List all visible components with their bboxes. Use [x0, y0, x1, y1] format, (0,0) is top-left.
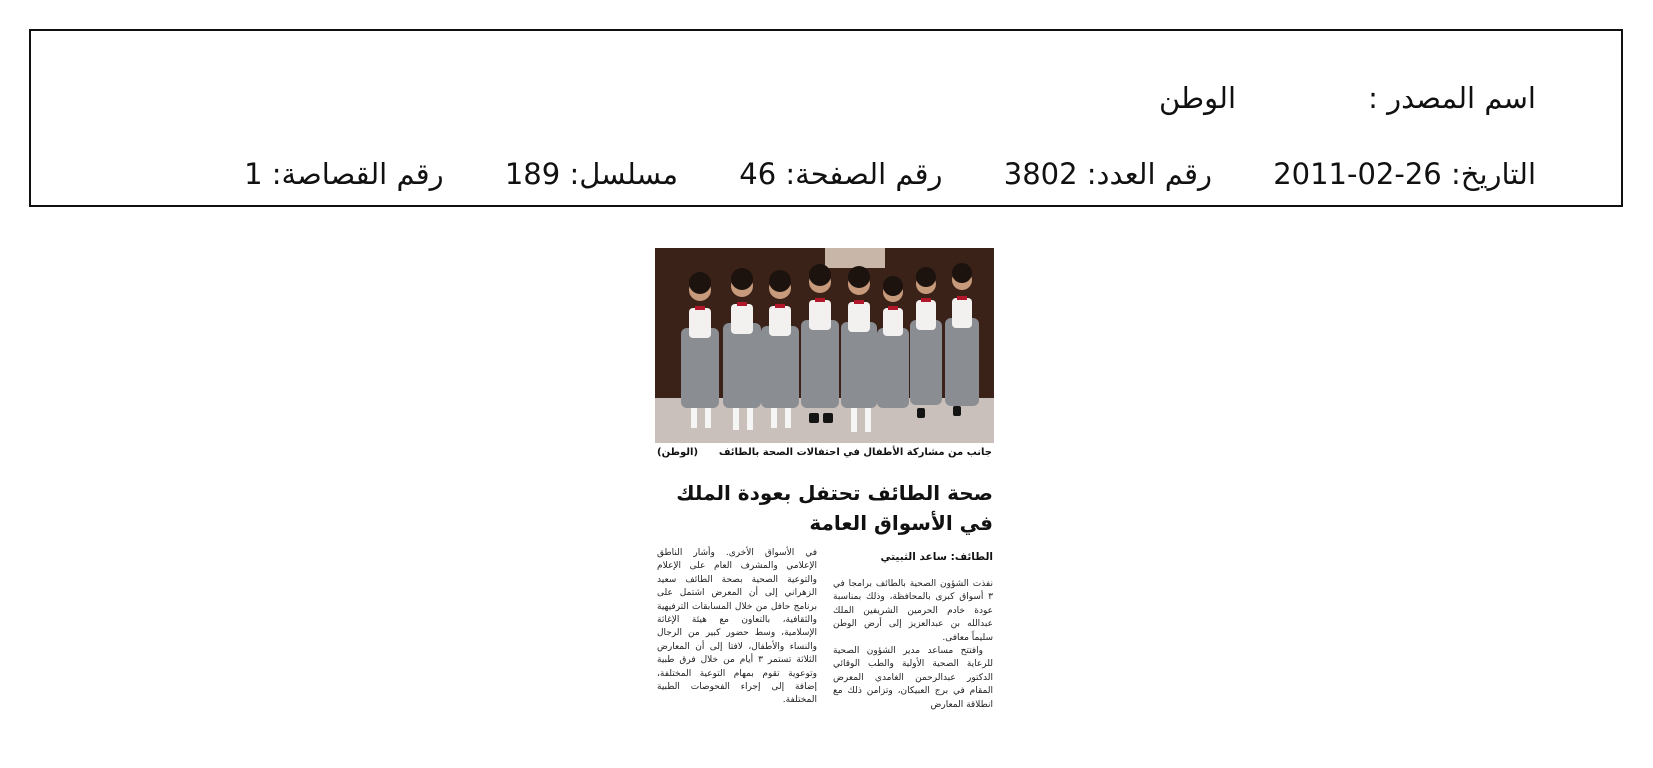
date-field — [1264, 157, 1536, 191]
headline-line-1: صحة الطائف تحتفل بعودة الملك — [676, 481, 993, 505]
article-headline — [658, 478, 993, 538]
clip-field — [244, 157, 444, 191]
headline-line-2: في الأسواق العامة — [809, 511, 993, 535]
article-photo — [655, 248, 994, 443]
clipping-header-box — [29, 29, 1623, 207]
page-field — [730, 157, 942, 191]
article-byline: الطائف: ساعد الثبيتي — [880, 551, 993, 563]
article-column-right — [833, 578, 993, 712]
issue-field — [995, 157, 1212, 191]
issue-value: 3802 — [1003, 157, 1078, 191]
article-column-left — [657, 547, 817, 708]
date-value: 2011-02-26 — [1273, 157, 1442, 191]
issue-label: رقم العدد: — [1086, 157, 1212, 191]
newspaper-clipping — [655, 248, 995, 748]
clip-label: رقم القصاصة: — [271, 157, 444, 191]
source-value: الوطن — [1158, 81, 1236, 115]
column-right-paragraph-1: نفذت الشؤون الصحية بالطائف برامجا في ٣ أسواق كبرى بالمحافظة، وذلك بمناسبة عودة خادم الحرمين الشريفين الملك عبدالله بن عبدالعزيز إلى أرض الوطن سليماً معافى. — [833, 579, 993, 643]
photo-caption: جانب من مشاركة الأطفال في احتفالات الصحة بالطائف — [718, 447, 992, 458]
source-label: اسم المصدر : — [1368, 81, 1536, 115]
meta-row — [244, 157, 1536, 191]
page-value: 46 — [739, 157, 777, 191]
serial-label: مسلسل: — [569, 157, 679, 191]
children-photo-illustration — [655, 248, 994, 443]
column-right-paragraph-2: وافتتح مساعد مدير الشؤون الصحية للرعاية الصحية الأولية والطب الوقائي الدكتور عبدالرحمن الغامدي المعرض المقام في برج العبيكان، وتزامن ذلك مع انطلاقة المعارض — [833, 646, 993, 710]
date-label: التاريخ: — [1450, 157, 1536, 191]
column-left-paragraph-1: في الأسواق الأخرى. وأشار الناطق الإعلامي والمشرف العام على الإعلام والتوعية الصحية بصحة الطائف سعيد الزهراني إلى أن المعرض اشتمل على برنامج حافل من خلال المسابقات الترفيهية والثقافية، بالتعاون مع هيئة الإغاثة الإسلامية، وسط حضور كبير من الرجال والنساء والأطفال، لافتا إلى أن المعارض الثلاثة تستمر ٣ أيام من خلال فرق طبية وتوعوية تقوم بمهام التوعية المختلفة، إضافة إلى إجراء الفحوصات الطبية المختلفة. — [657, 548, 817, 706]
serial-value: 189 — [504, 157, 561, 191]
page-label: رقم الصفحة: — [785, 157, 943, 191]
serial-field — [496, 157, 678, 191]
photo-credit: (الوطن) — [657, 447, 699, 458]
clip-value: 1 — [244, 157, 263, 191]
